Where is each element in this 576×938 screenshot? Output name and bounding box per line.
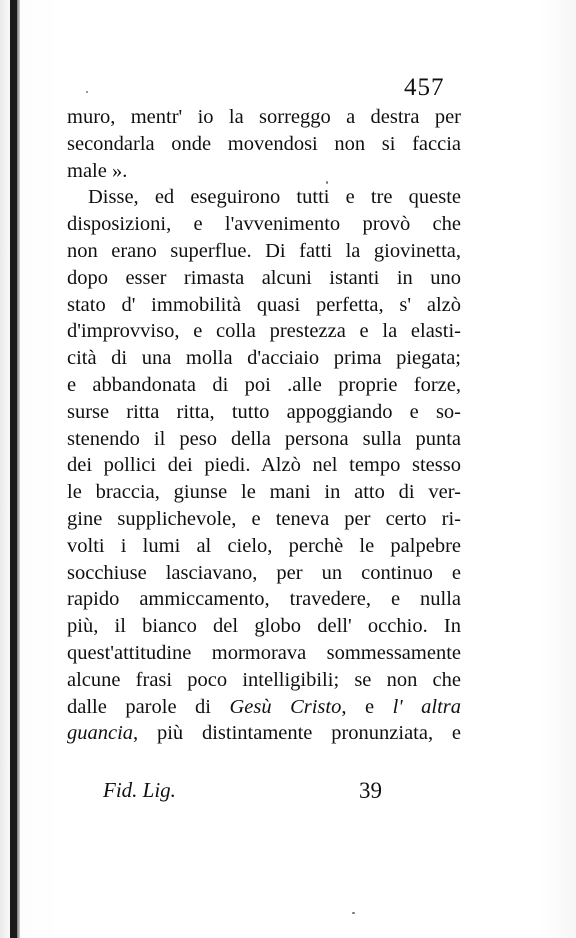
text-line xyxy=(67,720,461,747)
text-line: secondarla onde movendosi non si faccia xyxy=(67,132,461,155)
text-line: dopo esser rimasta alcuni istanti in uno xyxy=(67,266,461,289)
text-line: Disse, ed eseguirono tutti e tre queste xyxy=(88,186,461,209)
text-line: surse ritta ritta, tutto appoggiando e so- xyxy=(67,400,461,423)
text-line: dei pollici dei piedi. Alzò nel tempo stesso xyxy=(67,454,461,477)
text-line: stenendo il peso della persona sulla punta xyxy=(67,427,461,450)
text-line: cità di una molla d'acciaio prima piegata; xyxy=(67,347,461,370)
body-text xyxy=(67,104,461,747)
paper-speck xyxy=(326,181,328,184)
text-line: alcune frasi poco intelligibili; se non che xyxy=(67,668,461,691)
italic-phrase: Gesù Cristo xyxy=(229,695,342,718)
paper-speck xyxy=(86,91,88,93)
text-line: socchiuse lasciavano, per un continuo e xyxy=(67,561,461,584)
text-segment: , più distintamente pronunziata, e xyxy=(133,722,461,745)
text-line: d'improvviso, e colla prestezza e la elasti- xyxy=(67,320,461,343)
text-line: e abbandonata di poi .alle proprie forze, xyxy=(67,373,461,396)
text-segment: dalle parole di xyxy=(67,695,211,718)
paper-speck xyxy=(352,912,355,914)
text-segment: , e xyxy=(341,695,375,718)
text-line: disposizioni, e l'avvenimento provò che xyxy=(67,213,461,236)
text-line: le braccia, giunse le mani in atto di ver- xyxy=(67,481,461,504)
page-number: 457 xyxy=(404,74,445,101)
italic-phrase: l' altra xyxy=(392,695,461,718)
book-spine-shadow xyxy=(10,0,17,938)
sheet-number: 39 xyxy=(359,778,382,803)
text-line: muro, mentr' io la sorreggo a destra per xyxy=(67,106,461,128)
text-line: non erano superflue. Di fatti la giovinetta, xyxy=(67,239,461,262)
book-spine-edge xyxy=(17,0,20,938)
signature-mark: Fid. Lig. xyxy=(103,778,176,802)
text-line: più, il bianco del globo dell' occhio. In xyxy=(67,615,461,638)
text-line: rapido ammiccamento, travedere, e nulla xyxy=(67,588,461,611)
text-line: quest'attitudine mormorava sommessamente xyxy=(67,641,461,664)
text-line: male ». xyxy=(67,159,128,182)
italic-phrase: guancia xyxy=(67,722,134,745)
text-line xyxy=(67,694,461,721)
text-line: volti i lumi al cielo, perchè le palpebre xyxy=(67,534,461,557)
text-line: stato d' immobilità quasi perfetta, s' alzò xyxy=(67,293,461,316)
text-line: gine supplichevole, e teneva per certo ri- xyxy=(67,507,461,530)
